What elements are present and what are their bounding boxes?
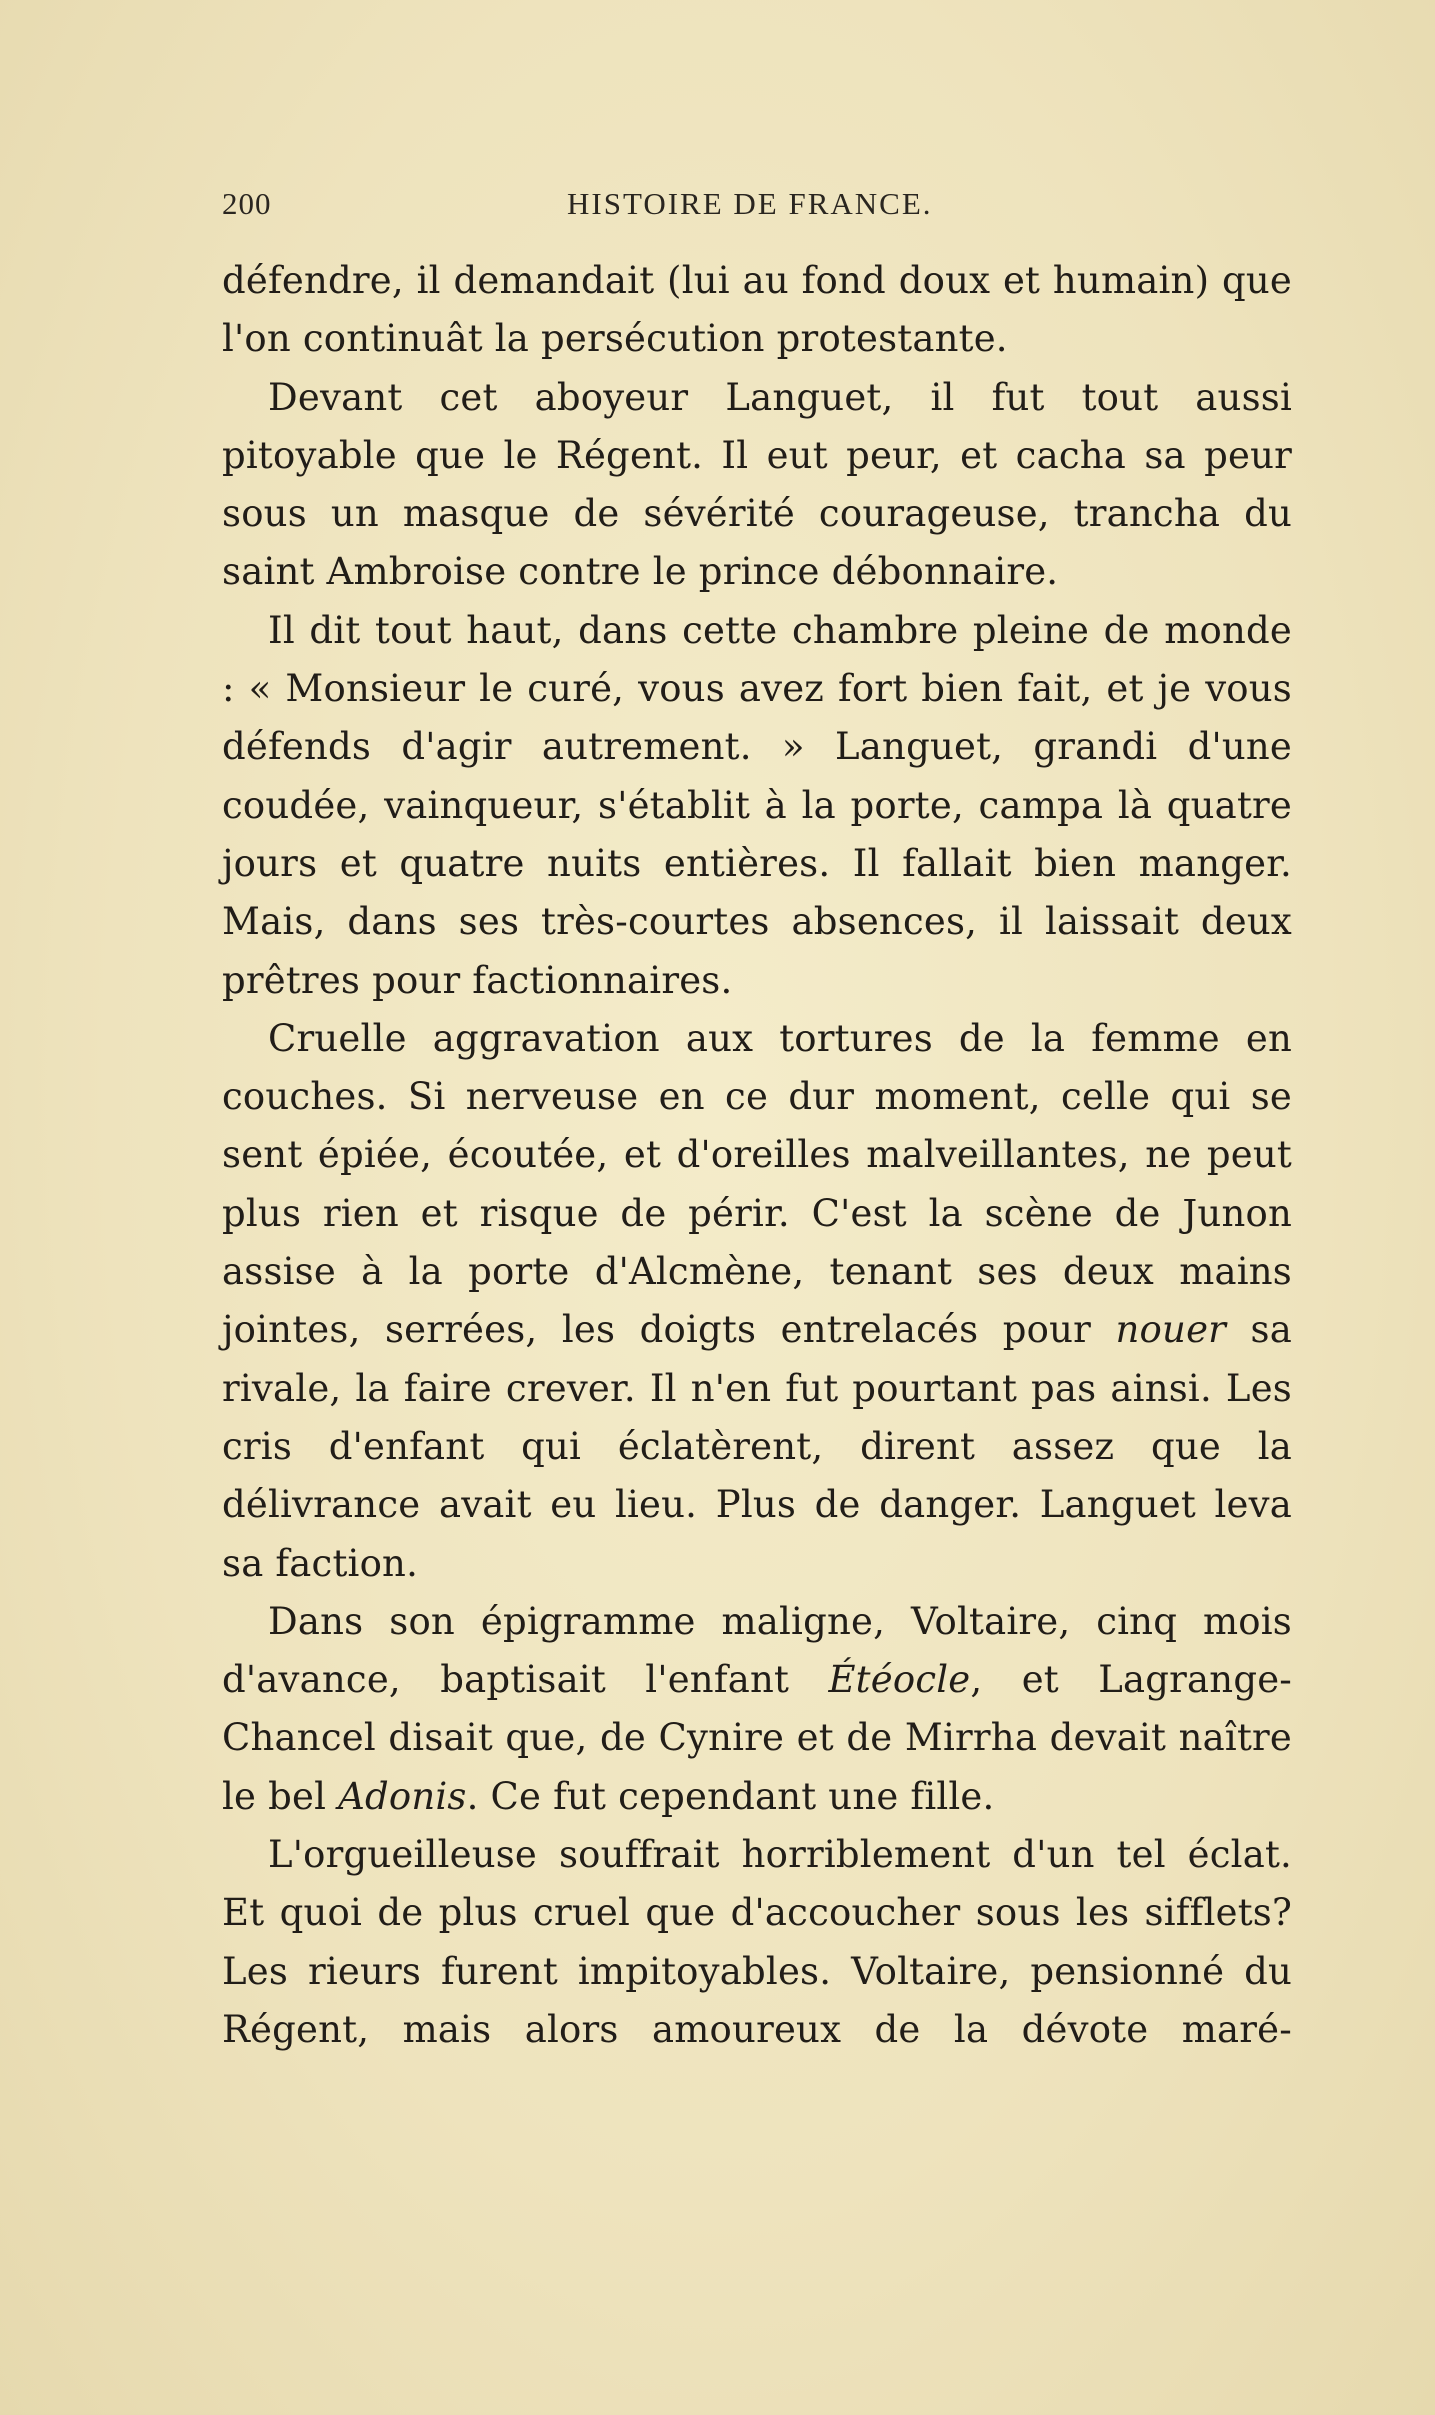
paragraph-3: Il dit tout haut, dans cette chambre pleine de monde : « Monsieur le curé, vous avez fort bien fait, et je vous défends d'agir autrement. » Languet, grandi d'une coudée, vainqueur, s'établit à la porte, campa là quatre jours et quatre nuits entières. Il fallait bien manger. Mais, dans ses très-courtes absences, il laissait deux prêtres pour factionnaires. [222,608,1292,1002]
paragraph-6: L'orgueilleuse souffrait horriblement d'un tel éclat. Et quoi de plus cruel que d'accoucher sous les sifflets? Les rieurs furent impitoyables. Voltaire, pensionné du Régent, mais alors amoureux de la dévote maré- [222,1833,1292,2051]
paragraph-4 [222,1010,1292,1593]
italic-word-nouer: nouer [1115,1308,1227,1352]
paragraph-5-text-c: . Ce fut cependant une fille. [466,1774,995,1818]
paragraph-2: Devant cet aboyeur Languet, il fut tout aussi pitoyable que le Régent. Il eut peur, et cacha sa peur sous un masque de sévérité courageuse, trancha du saint Ambroise contre le prince débonnaire. [222,375,1292,594]
paragraph-4-text-b: sa rivale, la faire crever. Il n'en fut pourtant pas ainsi. Les cris d'enfant qui éclatèrent, dirent assez que la délivrance avait eu lieu. Plus de danger. Languet leva sa faction. [222,1308,1292,1585]
paragraph-5 [222,1593,1292,1826]
body-text [222,252,1292,2059]
paragraph-5-text-b: , et Lagrange-Chancel disait que, de Cynire et de Mirrha devait naître le bel [222,1658,1293,1818]
page-number: 200 [222,186,272,221]
running-title: HISTOIRE DE FRANCE. [567,186,933,221]
paragraph-1: défendre, il demandait (lui au fond doux et humain) que l'on continuât la persécution protestante. [222,259,1292,361]
running-head [222,186,1292,236]
paragraph-5-text-a: Dans son épigramme maligne, Voltaire, cinq mois d'avance, baptisait l'enfant [222,1599,1292,1702]
italic-name-adonis: Adonis [338,1774,467,1818]
paragraph-4-text-a: Cruelle aggravation aux tortures de la femme en couches. Si nerveuse en ce dur moment, celle qui se sent épiée, écoutée, et d'oreilles malveillantes, ne peut plus rien et risque de périr. C'est la scène de Junon assise à la porte d'Alcmène, tenant ses deux mains jointes, serrées, les doigts entrelacés pour [222,1016,1292,1352]
italic-name-eteocle: Étéocle [828,1658,971,1702]
